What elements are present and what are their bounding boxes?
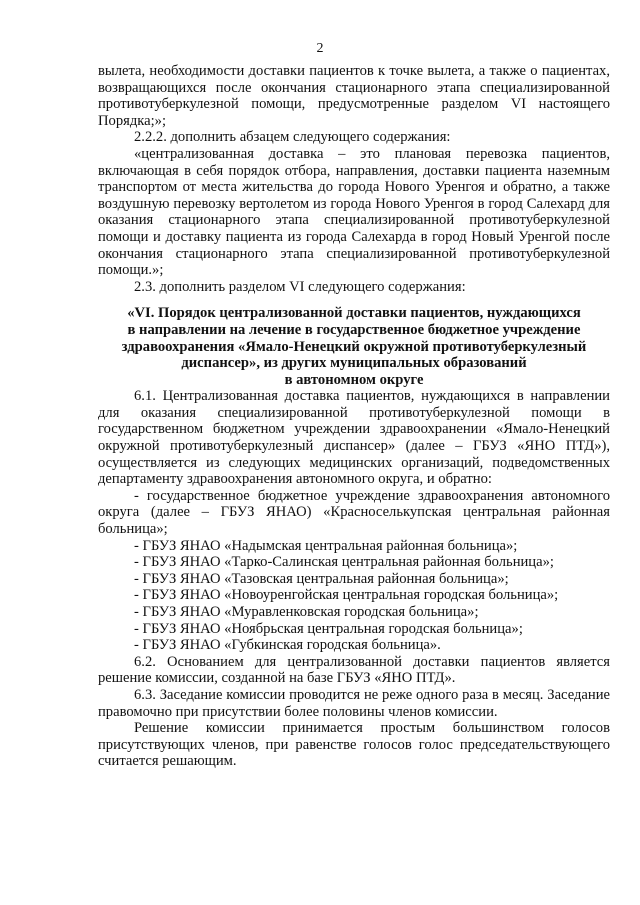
list-item: - ГБУЗ ЯНАО «Муравленковская городская больница»; [134,604,479,620]
heading-line: «VI. Порядок централизованной доставки пациентов, нуждающихся [127,305,581,322]
paragraph-2-2-2: 2.2.2. дополнить абзацем следующего содержания: [134,129,451,146]
paragraph-6-3-decision: Решение комиссии принимается простым большинством голосов присутствующих членов, при равенстве голосов голос председательствующего считается решающим. [98,720,610,770]
paragraph-6-3: 6.3. Заседание комиссии проводится не реже одного раза в месяц. Заседание правомочно при присутствии более половины членов комиссии. [98,686,610,720]
list-item-first: - государственное бюджетное учреждение здравоохранения автономного округа (далее – ГБУЗ ЯНАО) «Красноселькупская центральная районная больница»; [98,487,610,538]
paragraph-2-3: 2.3. дополнить разделом VI следующего содержания: [134,278,466,295]
heading-line: в автономном округе [284,371,424,388]
paragraph-continuation: вылета, необходимости доставки пациентов к точке вылета, а также о пациентах, возвращающихся после окончания стационарного этапа специализированной противотуберкулезной помощи, предусмотренные разделом VI настоящего Порядка;»; [98,63,610,129]
list-item: - ГБУЗ ЯНАО «Тарко-Салинская центральная районная больница»; [134,554,554,571]
list-item: - ГБУЗ ЯНАО «Надымская центральная районная больница»; [134,537,518,554]
list-item: - ГБУЗ ЯНАО «Тазовская центральная районная больница»; [134,570,509,587]
section-heading [98,305,610,388]
heading-line: в направлении на лечение в государственное бюджетное учреждение [127,321,581,338]
list-item: - ГБУЗ ЯНАО «Новоуренгойская центральная городская больница»; [134,587,559,604]
heading-line: здравоохранения «Ямало-Ненецкий окружной противотуберкулезный [121,338,587,355]
document-body [98,63,610,770]
list-item: - ГБУЗ ЯНАО «Губкинская городская больница». [134,637,441,654]
paragraph-definition: «централизованная доставка – это плановая перевозка пациентов, включающая в себя порядок отбора, направления, доставки пациента наземным транспортом от места жительства до города Нового Уренгоя и обратно, а также воздушную перевозку вертолетом из города Нового Уренгоя в город Салехард для оказания стационарного этапа специализированной противотуберкулезной помощи и доставку пациента из города Салехарда в город Новый Уренгой после окончания стационарного этапа специализированной противотуберкулезной помощи.»; [98,145,610,279]
heading-line: диспансер», из других муниципальных образований [181,355,527,372]
paragraph-6-1: 6.1. Централизованная доставка пациентов, нуждающихся в направлении для оказания специализированной противотуберкулезной помощи в государственном бюджетном учреждении здравоохранении «Ямало-Ненецкий окружной противотуберкулезный диспансер» (далее – ГБУЗ «ЯНО ПТД»), осуществляется из следующих медицинских организаций, подведомственных департаменту здравоохранения автономного округа, и обратно: [98,388,610,488]
paragraph-6-2: 6.2. Основанием для централизованной доставки пациентов является решение комиссии, созданной на базе ГБУЗ «ЯНО ПТД». [98,653,610,687]
list-item: - ГБУЗ ЯНАО «Ноябрьская центральная городская больница»; [134,620,523,637]
page-number: 2 [316,41,324,56]
